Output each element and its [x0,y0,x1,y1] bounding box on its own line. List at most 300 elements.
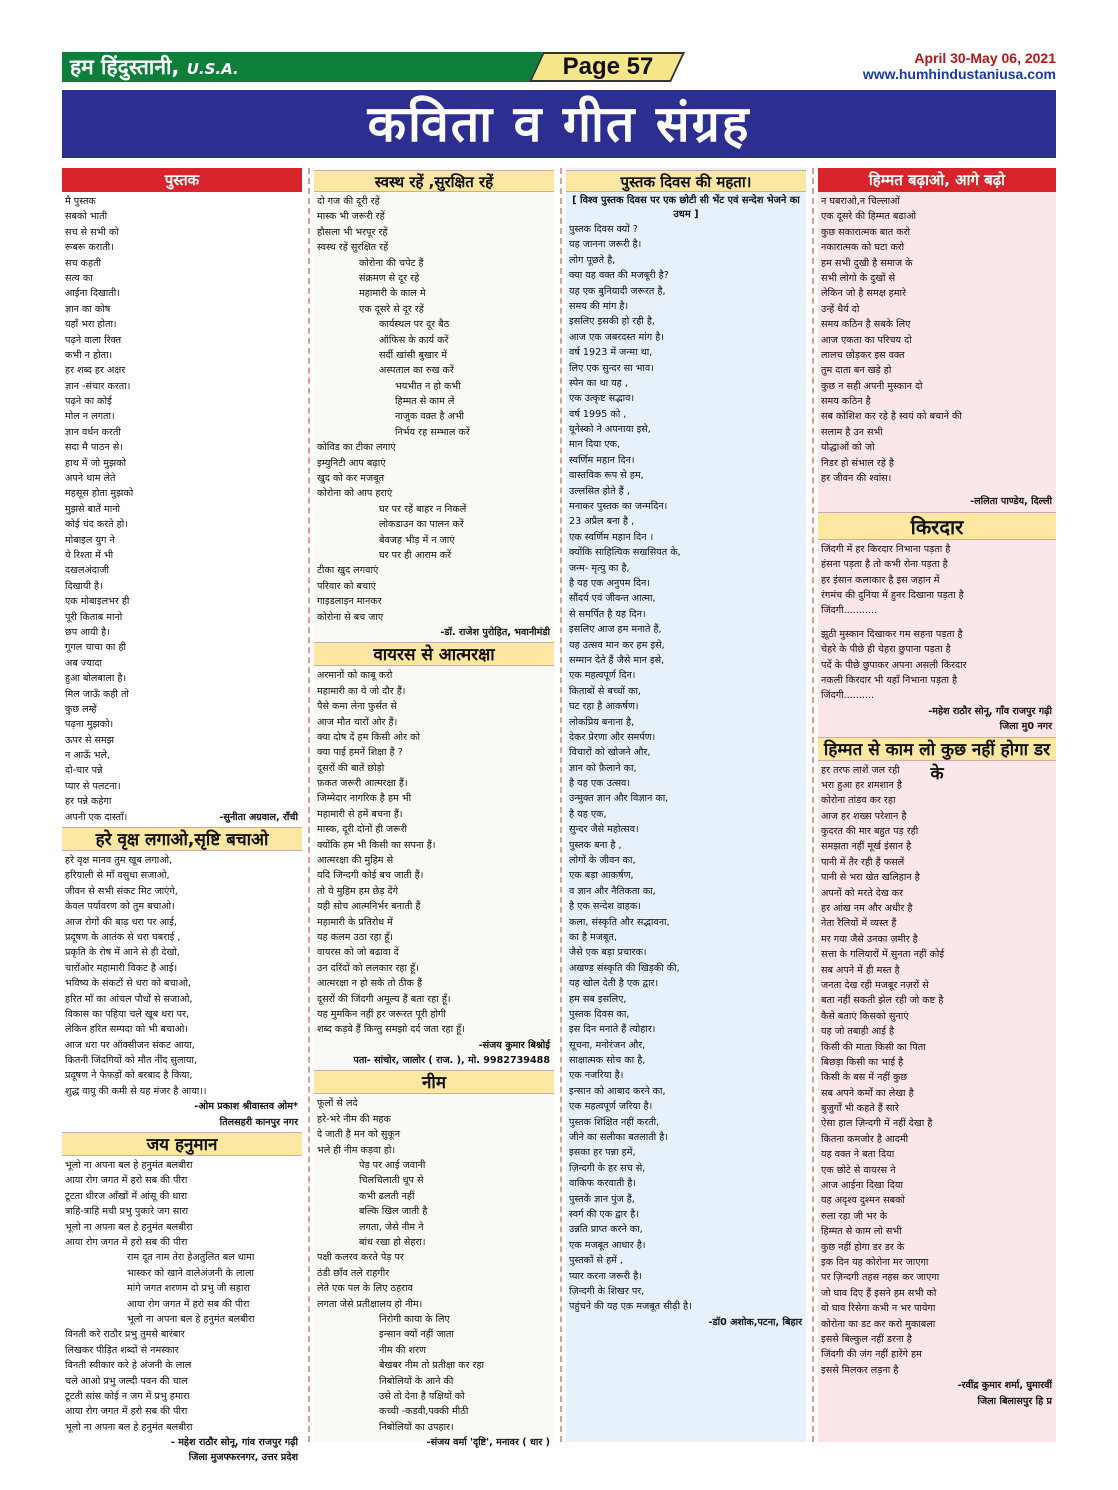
poem-line: पुस्तक दिवस क्यों ? [569,224,638,235]
poem-line: ऐसा हाल ज़िन्दगी में नहीं देखा है [821,1118,933,1130]
poem-line: निबोलियों के आने की [379,1375,454,1387]
poem-body [314,668,554,1037]
poem-line: जैसे एक बड़ा प्रचारक। [569,947,647,959]
poem-line: लिए एक सुन्दर सा भाव। [569,362,654,374]
poem-body [314,379,554,441]
poem-line: जीवन से सभी संकट मिट जाएंगे, [65,885,178,897]
poem-line: सुन्दर जैसे महोत्सव। [569,824,639,836]
poem-line: अखण्ड संस्कृति की खिड़की की, [569,962,680,974]
poem-line: हर इंसान कलाकार है इस जहान में [821,574,940,586]
poem-line: हुआ बोलबाला है। [65,673,127,685]
poem-line: ज़िन्दगी के शिखर पर, [569,1285,645,1297]
poem-line: बेवजह भीड़ में न जाएं [379,534,455,546]
poem-line: प्यार से पलटना। [65,780,121,792]
poem-line: कोविड का टीका लगाएं [317,442,396,454]
poem-line: कुछ न सही अपनी मुस्कान दो [821,380,923,392]
poem-line: कभी न होता। [65,349,113,361]
poem-author-location: जिला मु0 नगर [999,721,1052,733]
poem-line: वो घाव रिसेगा कभी न भर पायेगा [821,1303,936,1315]
poem-body [62,853,302,1099]
poem-title: किरदार [818,512,1056,540]
poem-line: कुछ नहीं होगा डर डर के [821,1241,905,1253]
poem-line: पहुंचने की यह एक मजबूत सीढ़ी है। [569,1301,692,1313]
page-header [0,0,1118,88]
poem-line: क्या दोष दें हम किसी ओर को [317,731,420,743]
poem-line: कोरोना की चपेट हैं [359,257,424,269]
poem-line: सबको भाती [65,211,108,223]
poem-line: विनती स्वीकार करे हे अंजनी के लाल [65,1360,192,1372]
poem-line: बांध रखा हो सेहरा। [359,1237,426,1248]
poem-line: विचारों को खोजने और, [569,747,651,759]
poem-body [62,1158,302,1250]
poem-line: एक महत्वपूर्ण जरिया है। [569,1101,653,1113]
poem-author-location: जिला मुजफ्फरनगर, उत्तर प्रदेश [188,1452,298,1464]
poem-line: चेहरे के पीछे ही चेहरा छुपाना पड़ता है [821,644,951,656]
poem-author: -डॉ. राजेश पुरोहित, भवानीमंडी [440,626,550,638]
poem-line: भूलो ना अपना बल हे हनुमंत बलबीरा [127,1313,255,1325]
poem-line: सभी लोगो के दुखों से [821,272,896,284]
poem-line: परिवार को बचाएं [317,580,376,592]
poem-body [314,502,554,564]
poem-body [818,627,1056,704]
poem-line: नेता रैलियों में व्यस्त हैं [821,918,897,930]
poem-line: मै पुस्तक [65,196,96,207]
poem-author: -संजय वर्मा 'दृष्टि', मनावर ( धार ) [426,1437,550,1449]
poem-line: महामारी का ये जो दौर हैं। [317,685,406,697]
poem-line: समझता नहीं मूर्ख इंसान है [821,841,912,853]
poem-title: हिम्मत से काम लो कुछ नहीं होगा डर के [818,737,1056,761]
poem-line: सलाम है उन सभी [821,426,883,438]
poem-line: वायरस को जो बढावा दें [317,947,399,959]
poem-author-location: जिला बिलासपुर हि प्र [977,1395,1052,1407]
poem-line: दो गज की दूरी रहें [317,196,380,207]
poem-line: लिखकर पीड़ित शब्दों से नमस्कार [65,1344,179,1356]
poem-line: झूठी मुस्कान दिखाकर गम सहना पड़ता है [821,628,963,640]
poem-line: इसलिए इसकी हो रही है, [569,316,655,328]
poem-line: नकारात्मक को घटा करो [821,242,905,254]
poem-line: कुछ सकारात्मक बात करो [821,226,910,238]
poem-title: जय हनुमान [62,1132,302,1156]
poem-author-location: तिलसहरी कानपुर नगर [219,1116,298,1128]
poem-author: -संजय कुमार बिश्नोई [478,1039,550,1051]
poem-line: ज़िन्दगी के हर सच से, [569,1162,646,1174]
poem-line: प्रदूषण के आतंक से धरा घबराई , [65,931,181,943]
poem-body [314,194,554,256]
poem-line: दखलअंदाजी [65,565,109,577]
poem-line: कच्ची -कडवी,पक्की मीठी [379,1406,469,1418]
poem-line: एक छोटे से वायरस ने [821,1164,896,1176]
poem-line: हरे वृक्ष मानव तुम खूब लगाओ, [65,855,173,867]
poem-line: अब ज्यादा [65,657,102,669]
poem-line: उन दरिंदों को ललकार रहा हूँ। [317,962,419,974]
poem-line: पढ़ना मुझको। [65,719,114,731]
poem-line: आज रोगों की बाढ़ धरा पर आई, [65,916,177,928]
section-banner: कविता व गीत संग्रह [62,90,1056,158]
poem-line: एक महत्वपूर्ण दिन। [569,670,636,682]
poem-line: त्राहि-त्राहि मची प्रभु पुकारे जग सारा [65,1206,189,1218]
issue-date: April 30-May 06, 2021 [914,50,1056,66]
poem-line: ज्ञान को फ़ैलाने का, [569,762,637,774]
poem-line: हंसना पड़ता है तो कभी रोना पड़ता है [821,559,948,571]
website-link[interactable]: www.humhindustaniusa.com [862,66,1056,82]
poem-title: वायरस से आत्मरक्षा [314,642,554,666]
poem-line: इस दिन मनाते हैं त्योहार। [569,1024,656,1036]
poem-body [818,194,1056,486]
poem-line: है यह एक अनुपम दिन। [569,577,651,589]
poem-line: हौसला भी भरपूर रहें [317,226,388,238]
poem-line: यह वक्त ने बता दिया [821,1149,895,1161]
poem-line: यह जानना जरूरी है। [569,239,642,251]
poem-line: आज एक जबरदस्त मांग है। [569,331,664,343]
poem-line: अस्पताल का रुख करें [379,365,454,377]
poem-line: से समर्पित है यह दिन। [569,608,646,620]
poem-line: वास्तविक रूप से हम, [569,470,644,482]
poem-line: रूबरू कराती। [65,242,114,254]
poem-line: घर पर ही आराम करें [379,549,451,561]
poem-line: कोरोना का डट कर करो मुकाबला [821,1318,936,1330]
poem-line: आत्मरक्षा न हो सके तो ठीक हैं [317,978,423,990]
poem-line: हरे-भरे नीम की महक [317,1113,391,1125]
poem-author: -सुनीता अग्रवाल, राँची [219,811,298,823]
poem-line: योद्धाओं को जो [821,442,875,454]
column-3 [566,168,806,1442]
poem-line: आया रोग जगत में हरो सब की पीरा [127,1298,250,1310]
poem-line: हर तरफ लाशें जल रही [821,764,900,776]
poem-line: खुद को कर मजबूत [317,473,385,485]
poem-line: आया रोग जगत में हरो सब की पीरा [65,1237,188,1248]
poem-line: प्रदूषण ने फेफड़ों को बरबाद है किया, [65,1070,193,1082]
poem-line: सदा मै पाठन से। [65,442,123,454]
brand-suffix: U.S.A. [186,60,239,78]
poem-line: हर जीवन की श्वांस। [821,473,892,485]
poem-line: भूलो ना अपना बल हे हनुमंत बलबीरा [65,1221,193,1233]
poem-line: देकर प्रेरणा और समर्पण। [569,731,656,743]
poem-line: इसलिए आज हम मनाते हैं, [569,624,662,636]
poem-last-line-row [62,810,302,825]
poem-line: कार्यस्थल पर दूर बैठ [379,319,450,331]
poem-line: महामारी से हमें बचना हैं। [317,808,403,820]
poem-line: महामारी के काल मे [359,288,426,300]
poem-line: पुस्तक दिवस का, [569,1008,630,1020]
poem-line: बल्कि खिल जाती है [359,1206,428,1218]
poem-line: पर ज़िन्दगी तहस नहस कर जाएगा [821,1272,940,1284]
poem-line: संक्रमण से दूर रहे [359,272,420,284]
poem-line: उन्हें धैर्य दो [821,303,860,315]
poem-line: भरा हुआ हर शमशान है [821,779,902,791]
poem-line: बता नहीं सकती झेल रही जो कष्ट है [821,995,944,1007]
poem-line: बिछड़ा किसी का भाई है [821,1056,904,1068]
poem-line: ज्ञान -संचार करता। [65,380,131,392]
poem-body [62,1250,302,1327]
poem-line: समय कठिन है सबके लिए [821,319,911,331]
poem-line: पूरी किताब मानो [65,611,123,623]
poem-line: क्या पाई हमनें शिक्षा हैं ? [317,747,403,759]
poem-line: इससे मिलकर लड़ना है [821,1364,899,1376]
poem-line: जनता देख रही मजबूर नज़रों से [821,979,929,991]
poem-line: यह खोल देती है एक द्वार। [569,978,659,990]
poem-title: पुस्तक [62,168,302,192]
page-number: Page 57 [562,53,654,80]
poem-line: जीने का सलीका बतलाती है। [569,1132,668,1144]
poem-line: समय की मांग है। [569,300,629,312]
poem-line: तुम दाता बन खड़े हो [821,365,892,377]
poem-line: यह कलम उठा रहा हूँ। [317,931,394,943]
poem-line: लगता जेसे प्रतीक्षालय हो नीम। [317,1298,423,1310]
poem-line: कला, संस्कृति और सद्भावना, [569,916,670,928]
poem-line: व ज्ञान और नैतिकता का, [569,885,656,897]
poem-line: आईना दिखाती। [65,288,120,300]
poem-line: उसे तो देना है पक्षियों को [379,1390,465,1402]
poem-line: सब अपने कर्मों का लेखा है [821,1087,914,1099]
poem-line: न घबराओ,न चिल्लाओं [821,196,900,207]
poem-line: भयभीत न हो कभी [395,380,461,392]
poem-line: जिंदगी में हर किरदार निभाना पड़ता है [821,543,951,555]
poem-body [314,1250,554,1312]
poem-line: समय कठिन है [821,396,871,408]
poem-line: पुस्तकों से हमें , [569,1255,624,1267]
column-1 [62,168,302,1464]
poem-line: यूनेस्को ने अपनाया इसे, [569,424,651,436]
poem-line: एक स्वर्णिम महान दिन । [569,531,654,543]
poem-line: सब अपने में ही मस्त है [821,964,900,976]
poem-line: भविष्य के संकटों से धरा को बचाओ, [65,978,191,990]
poem-line: मोबाइल युग ने [65,534,115,546]
poem-author: -ललिता पाण्डेय, दिल्ली [970,496,1052,508]
poem-line: वर्ष 1923 में जन्मा था, [569,347,653,359]
poem-line: कितनी जिंदगियों को मौत नींद सुलाया, [65,1055,198,1067]
poem-line: ज्ञान का कोष [65,303,111,315]
poem-author: -ओम प्रकाश श्रीवास्तव ओम* [194,1101,298,1113]
poem-line: मांगे जगत शरणम दो प्रभु जी सहारा [127,1283,250,1295]
poem-line: नीम की शरण [379,1344,426,1356]
poem-line: सौंदर्य एवं जीवन्त आत्मा, [569,593,656,605]
poem-line: यहाँ भरा होता। [65,319,117,331]
poem-line: पैसे कमा लेना फुर्सत से [317,701,397,713]
poem-line: बुजुर्गों भी कहते हैं सारे [821,1103,899,1115]
masthead-brand[interactable] [62,52,562,82]
poem-line: पानी से भरा खेत खलिहान है [821,872,920,884]
poem-line: गूगल चाचा का ही [65,642,127,654]
poem-line: स्वर्ग की एक द्वार है। [569,1209,639,1220]
poem-line: है यह एक, [569,808,607,820]
poem-line: एक उत्कृष्ट सद्भाव। [569,393,635,405]
poem-body [314,440,554,502]
poem-line: चिलचिलाती धूप से [359,1175,424,1187]
poem-line: यह अदृश्य दुश्मन सबको [821,1195,905,1207]
poem-line: सब कोशिश कर रहे है स्वयं को बचाने की [821,411,962,423]
poem-line: हर आंख नम और अधीर है [821,903,913,915]
poem-line: जिंदगी........... [821,605,878,617]
poem-line: गाइडलाइन मानकर [317,596,382,608]
poem-line: नकली किरदार भी यहाँ निभाना पड़ता है [821,674,958,686]
poem-line: हर शब्द हर अक्षर [65,365,126,377]
poem-line: हरित माँ का आंचल पौधों से सजाओ, [65,993,193,1005]
poem-line: जिम्मेदार नागरिक है हम भी [317,793,412,805]
poem-line: अपने थाम लेते [65,473,116,485]
poem-line: आया रोग जगत में हरो सब की पीरा [65,1175,188,1187]
poem-line: अरमानों को काबू करो [317,670,393,682]
poem-line: आज एकता का परिचय दो [821,334,912,346]
poem-line: टूटता धीरज आँखों में आंसू की धारा [65,1190,188,1202]
poem-line: टूटती सांस कोई न जग में प्रभु हमारा [65,1390,190,1402]
poem-author: -रवींद्र कुमार शर्मा, घुमारवीं [957,1380,1052,1392]
poem-line: पुस्तकें ज्ञान पुंज हैं, [569,1193,635,1205]
poem-line: घट रहा है आकर्षण। [569,701,639,713]
column-divider [812,168,814,1442]
poem-line: आया रोग जगत में हरो सब की पीरा [65,1406,188,1418]
poem-line: मर गया जैसे उनका ज़मीर है [821,933,918,945]
poem-title: नीम [314,1070,554,1094]
poem-line: लोकप्रिय बनाना है, [569,716,635,728]
poem-line: कोरोना से बच जाए [317,611,384,623]
poem-author-location: पता- सांचोर, जालोर ( राज. ), मो. 9982739488 [353,1055,550,1067]
poem-line: वाकिफ करवाती है। [569,1178,636,1190]
poem-line: हम सब इसलिए, [569,993,627,1005]
poem-body [314,317,554,379]
poem-line: मिल जाऊँ कही तो [65,688,129,700]
poem-line: लेकिन हरित सम्पदा को भी बचाओ। [65,1024,189,1036]
poem-line: कोई चंद करते हो। [65,519,128,531]
poem-line: इसका हर पन्ना हमें, [569,1147,636,1159]
poem-line: सत्य का [65,272,93,284]
poem-line: सम्मान देते हैं जैसे मान इसे, [569,654,665,666]
poem-line: राम दूत नाम तेरा हेअतुलित बल धामा [127,1252,255,1264]
poem-line: मुझसे बातें मानो [65,503,121,515]
poem-body [314,1312,554,1435]
poem-line: सच से सभी को [65,226,119,238]
poem-line: पुस्तक बना है , [569,839,622,851]
column-divider [560,168,562,1442]
poem-line: चले आओ प्रभु जल्दी पवन की चाल [65,1375,188,1387]
poem-line: मान दिया एक, [569,439,620,451]
poem-line: यदि जिन्दगी कोई बच जाती हैं। [317,870,424,882]
poem-line: दिखायी है। [65,580,103,592]
poem-line: भूलो ना अपना बल हे हनुमंत बलबीरा [65,1160,193,1172]
poem-line: किसी के बस में नहीं कुछ [821,1072,908,1084]
poem-line: कुछ लम्हें [65,703,97,715]
poem-line: उल्लसित होते हैं , [569,485,630,497]
poem-line: एक मजबूत आधार है। [569,1239,646,1251]
poem-body [314,563,554,625]
poem-line: है यह एक उत्सव। [569,778,631,790]
poem-line: लोकडाउन का पालन करें [379,519,464,531]
poem-body [314,1096,554,1158]
poem-line: यह जो तबाही आई है [821,1026,895,1038]
poem-line: पेड़ पर आई जवानी [359,1160,426,1172]
poem-body [566,222,806,1315]
poem-line: किताबों से बच्चों का, [569,685,641,697]
poem-line: यह एक बुनियादी जरूरत है, [569,285,666,297]
poem-line: चारोंओर महामारी विकट है आई। [65,962,178,974]
poem-line: 23 अप्रैल बना है , [569,516,635,528]
poem-line: आज आईना दिखा दिया [821,1180,903,1192]
poem-line: कभी ढलती नहीं [359,1190,415,1202]
poem-line: क्योंकि हम भी किसी का सपना हैं। [317,839,436,851]
poem-line: लेते एक पल के लिए ठहराव [317,1283,413,1295]
poem-line: भूलो ना अपना बल हे हनुमंत बलबीरा [65,1421,193,1433]
poem-line: जन्म- मृत्यु का है, [569,562,630,574]
poem-line: स्वस्थ रहें सुरक्षित रहें [317,242,389,254]
poem-line: मोल न लगता। [65,411,115,423]
poem-line: लगता, जेसे नीम ने [359,1221,424,1233]
poem-line: रंगमंच की दुनिया में हुनर दिखाना पड़ता है [821,589,964,601]
poem-line: पानी में तैर रही हैं फसलें [821,856,905,868]
poem-line: पक्षी कलरव करते पेड़ पर [317,1252,404,1264]
poem-line: ज्ञान वर्धन करती [65,426,121,438]
poem-line: निबोलियों का उपहार। [379,1421,454,1433]
poem-line: जिंदगी की जंग नहीं हारेंगे हम [821,1349,922,1361]
poem-line: सर्दी खांसी बुखार में [379,349,447,361]
column-divider [308,168,310,1442]
poem-line: सच कहती [65,257,102,269]
poem-line: कैसे बताएं किसको सुनाएं [821,1010,909,1022]
poem-line: हरियाली से माँ वसुधा सजाओ, [65,870,170,882]
poem-line: महसूस होता मुझको [65,488,134,500]
poem-line: लोगों के जीवन का, [569,855,636,867]
poem-line: क्या यह वक्त की मजबूरी है? [569,270,669,282]
poem-line: इक दिन यह कोरोना मर जाएगा [821,1257,929,1268]
poem-line: फूलों से लदे [317,1098,358,1110]
poem-line: क्योंकि साहित्यिक सखसियत के, [569,547,681,559]
column-4 [818,168,1056,1442]
poem-line: उन्मुक्त ज्ञान और विज्ञान का, [569,793,669,805]
poem-line: महामारी के प्रतिरोध में [317,916,393,928]
poem-line: कुदरत की मार बहुत पड़ रही [821,826,919,838]
poem-line: जिंदगी.......... [821,690,875,702]
poem-line: विकास का पहिया चले खूब धरा पर, [65,1008,190,1020]
poem-line: वर्ष 1995 को , [569,408,627,420]
poem-body [818,763,1056,1379]
poem-line: है एक सन्देश वाहक। [569,901,641,913]
poem-line: इम्युनिटी आप बढ़ाएं [317,457,386,469]
poem-title: हरे वृक्ष लगाओ,सृष्टि बचाओ [62,827,302,851]
brand-name: हम हिंदुस्तानी, [70,55,180,79]
poem-line: मास्क भी जरूरी रहें [317,211,385,223]
poem-line: इन्सान को आबाद करने का, [569,1085,666,1097]
poem-line: दो-चार पन्ने [65,765,103,777]
poem-line: हाथ में जो मुझको [65,457,127,469]
poem-line: फ़कत जरूरी आत्मरक्षा हैं। [317,778,408,790]
poem-line: सत्ता के गलियारों में सुनता नहीं कोई [821,949,945,961]
poem-line: पढ़ने वाला रिक्त [65,334,122,346]
poem-line: साक्षात्मक सोच का है, [569,1055,646,1067]
poem-body [314,256,554,318]
poem-line: दूसरों की जिंदगी अमूल्य हैं बता रहा हूँ। [317,993,451,1005]
poem-line: विनती करे राठौर प्रभु तुमसे बारंबार [65,1329,185,1341]
poem-author: - महेश राठौर सोनू, गांव राजपुर गढ़ी [170,1437,298,1449]
poem-line: एक बड़ा आकर्षण, [569,870,634,882]
poem-line: यह उत्सव मान कर हम इसे, [569,639,665,651]
poem-line: एक नजरिया है। [569,1070,624,1082]
poem-line: अपनी एक दास्ताँ। [65,811,128,823]
poem-line: ऑफिस के कार्य करें [379,334,449,346]
poem-line: सूचना, मनोरंजन और, [569,1039,646,1051]
poem-body [314,1158,554,1250]
spacer [818,486,1056,494]
poem-title: पुस्तक दिवस की महता। [566,170,806,192]
poem-line: एक मोबाइलभर ही [65,596,130,608]
poem-line: का है मजबूत, [569,931,617,943]
poem-line: मनाकर पुस्तक का जन्मदिन। [569,501,668,513]
poem-line: निडर हो संभाल रहे है [821,457,894,469]
poem-line: नाजुक वक़्त है अभी [395,411,465,423]
poem-line: टीका खुद लगवाएं [317,565,379,577]
poem-line: ठंडी छाँव तले राहगीर [317,1267,390,1279]
poem-line: रुला रहा जी भर के [821,1210,888,1222]
poem-line: आज मौत चारों ओर हैं। [317,716,398,728]
poem-line: ऊपर से समझ [65,734,114,746]
poem-line: लेकिन जो है समक्ष हमारे [821,288,906,300]
